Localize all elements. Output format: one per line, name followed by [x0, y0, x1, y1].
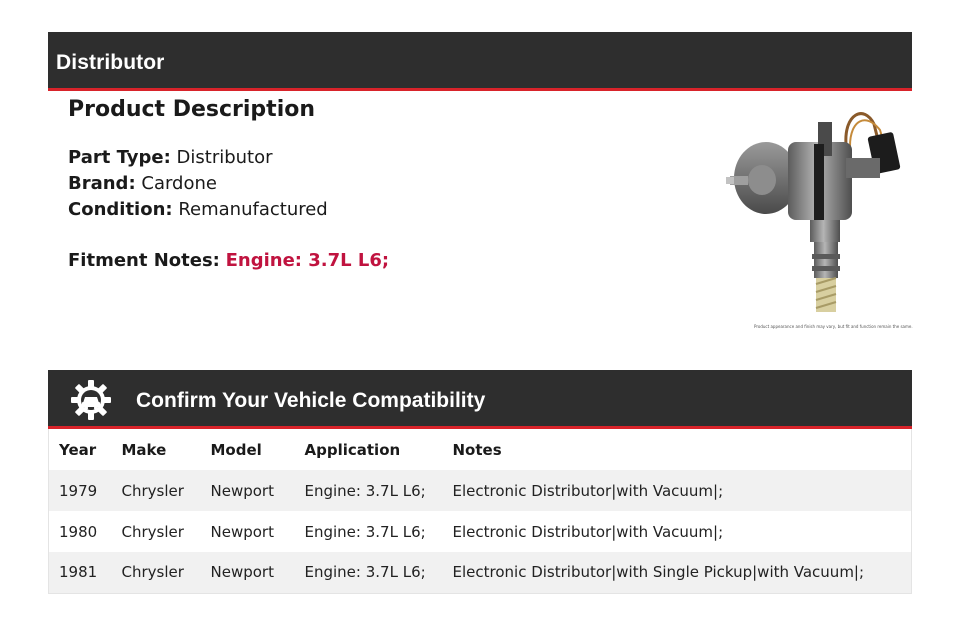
cell-notes: Electronic Distributor|with Single Pickup|with Vacuum|;	[443, 552, 912, 593]
cell-year: 1980	[49, 511, 112, 552]
cell-year: 1979	[49, 470, 112, 511]
column-header-notes: Notes	[443, 429, 912, 470]
product-description	[68, 97, 688, 271]
fitment-label: Fitment Notes:	[68, 250, 220, 271]
table-header-row	[49, 429, 912, 470]
compatibility-header	[48, 370, 912, 429]
distributor-product-image	[726, 104, 906, 334]
cell-make: Chrysler	[112, 552, 201, 593]
description-heading: Product Description	[68, 97, 316, 122]
condition-line	[68, 197, 688, 223]
compatibility-table	[48, 429, 912, 594]
table-row	[49, 552, 912, 593]
part-type-value: Distributor	[176, 147, 273, 168]
column-header-make: Make	[112, 429, 201, 470]
cell-model: Newport	[201, 552, 295, 593]
table-row	[49, 470, 912, 511]
column-header-model: Model	[201, 429, 295, 470]
condition-value: Remanufactured	[178, 199, 328, 220]
cell-application: Engine: 3.7L L6;	[295, 552, 443, 593]
table-row	[49, 511, 912, 552]
cell-notes: Electronic Distributor|with Vacuum|;	[443, 470, 912, 511]
cell-make: Chrysler	[112, 470, 201, 511]
column-header-application: Application	[295, 429, 443, 470]
cell-application: Engine: 3.7L L6;	[295, 470, 443, 511]
fitment-notes	[68, 250, 688, 271]
gear-car-icon	[70, 379, 112, 421]
section-title: Distributor	[56, 51, 165, 74]
cell-application: Engine: 3.7L L6;	[295, 511, 443, 552]
fitment-value: Engine: 3.7L L6;	[225, 250, 390, 271]
cell-make: Chrysler	[112, 511, 201, 552]
cell-notes: Electronic Distributor|with Vacuum|;	[443, 511, 912, 552]
compatibility-title: Confirm Your Vehicle Compatibility	[136, 389, 486, 412]
brand-label: Brand:	[68, 173, 136, 194]
image-caption: Product appearance and finish may vary, but fit and function remain the same.	[754, 324, 913, 329]
cell-year: 1981	[49, 552, 112, 593]
cell-model: Newport	[201, 511, 295, 552]
part-type-label: Part Type:	[68, 147, 171, 168]
cell-model: Newport	[201, 470, 295, 511]
part-type-line	[68, 145, 688, 171]
brand-value: Cardone	[141, 173, 217, 194]
condition-label: Condition:	[68, 199, 173, 220]
product-section-header	[48, 32, 912, 91]
brand-line	[68, 171, 688, 197]
column-header-year: Year	[49, 429, 112, 470]
